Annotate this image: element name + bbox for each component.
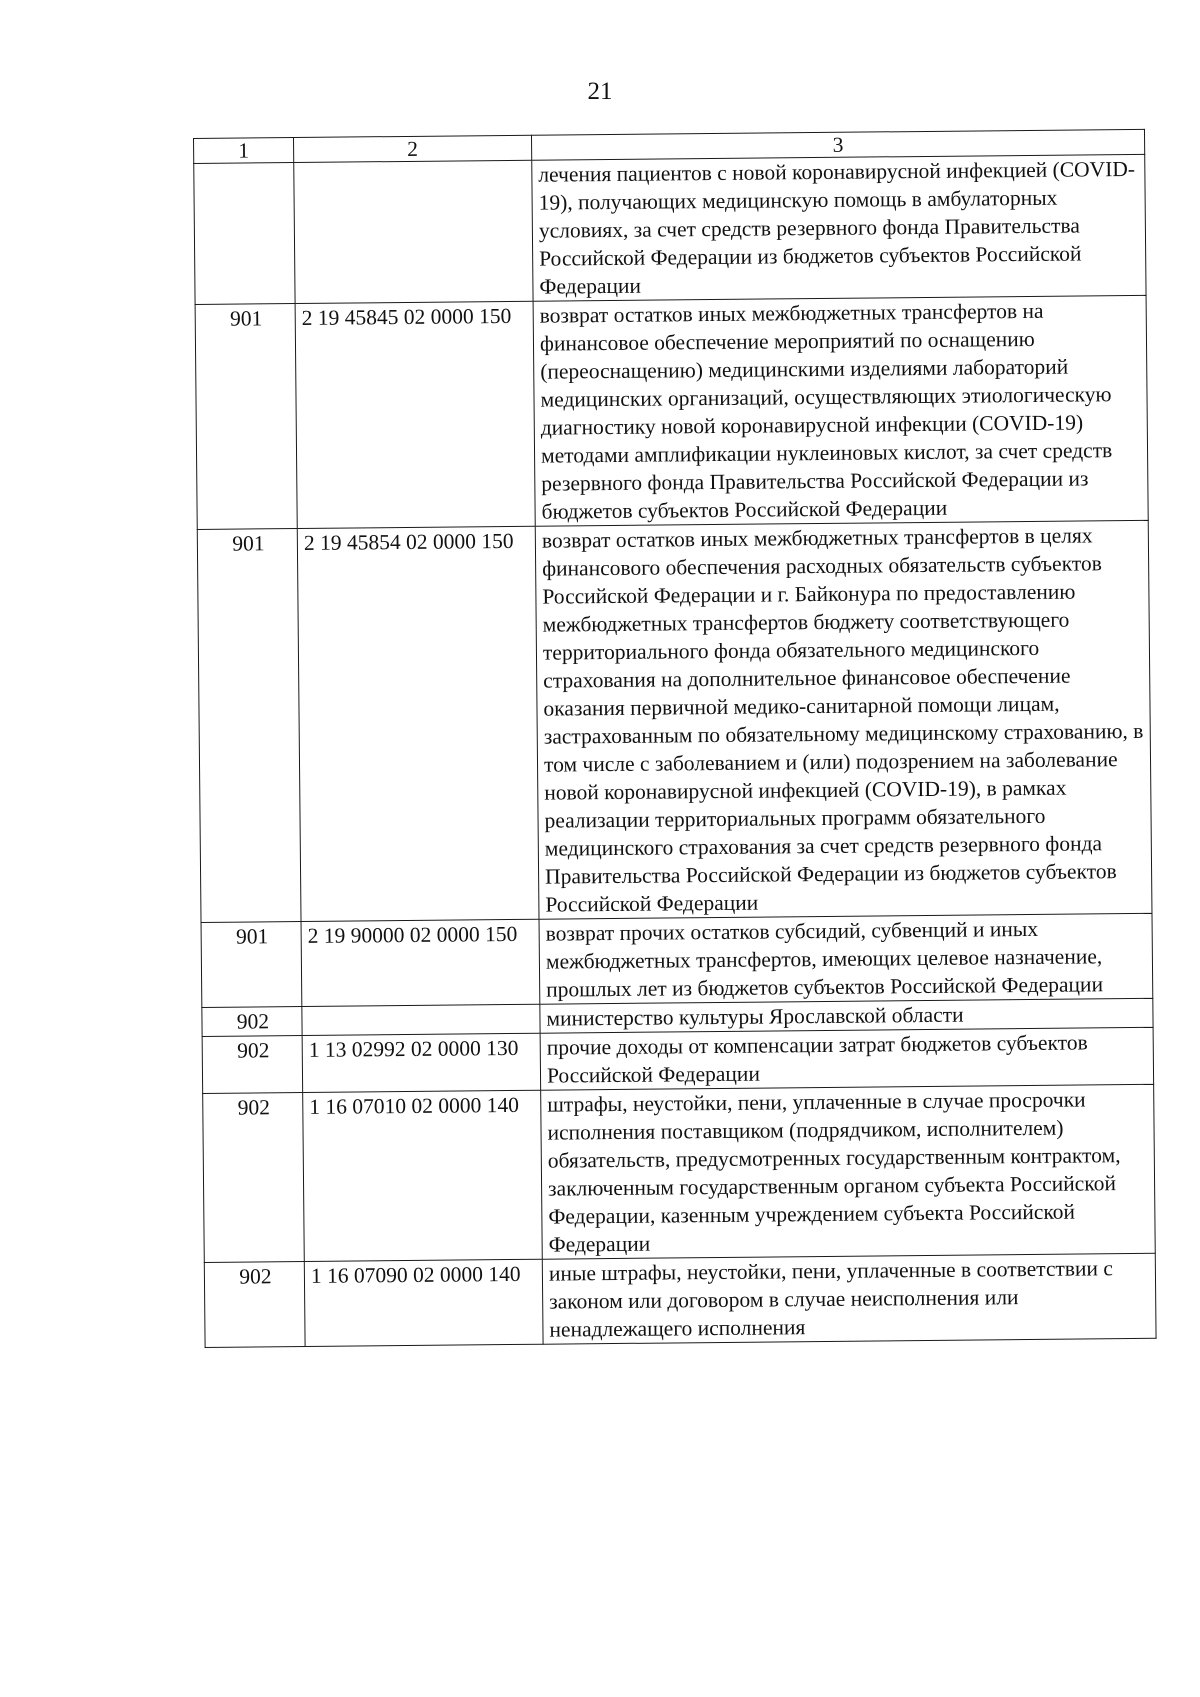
table-row — [204, 1253, 1156, 1347]
description-cell: возврат прочих остатков субсидий, субвенций и иных межбюджетных трансфертов, имеющих целевое назначение, прошлых лет из бюджетов субъектов Российской Федерации — [539, 913, 1153, 1004]
table-row — [203, 1084, 1156, 1262]
budget-code-cell — [294, 160, 533, 303]
admin-code-cell: 902 — [202, 1006, 302, 1036]
revenue-codes-table — [193, 129, 1157, 1348]
admin-code-cell — [194, 163, 295, 305]
page-number — [0, 78, 1200, 106]
table-row — [197, 520, 1152, 922]
description-cell: штрафы, неустойки, пени, уплаченные в случае просрочки исполнения поставщиком (подрядчиком, исполнителем) обязательств, предусмотренных государственным контрактом, заключенным государственным органом субъекта Российской Федерации, казенным учреждением субъекта Российской Федерации — [541, 1084, 1156, 1259]
header-col-2: 2 — [294, 135, 532, 162]
page-number-text: 21 — [587, 78, 613, 105]
admin-code-cell: 901 — [197, 529, 301, 923]
admin-code-cell: 902 — [204, 1261, 305, 1347]
admin-code-cell: 902 — [202, 1035, 303, 1093]
admin-code-cell: 901 — [195, 304, 297, 530]
table-row — [201, 913, 1153, 1007]
budget-code-cell: 2 19 45845 02 0000 150 — [295, 301, 535, 528]
table-row — [195, 295, 1148, 529]
description-cell: иные штрафы, неустойки, пени, уплаченные в соответствии с законом или договором в случае неисполнения или ненадлежащего исполнения — [542, 1253, 1156, 1344]
budget-code-cell: 1 16 07010 02 0000 140 — [303, 1090, 543, 1261]
description-cell: возврат остатков иных межбюджетных трансфертов на финансовое обеспечение мероприятий по оснащению (переоснащению) медицинскими изделиями лабораторий медицинских организаций, осуществляющих этиологическую диагностику новой коронавирусной инфекции (COVID-19) методами амплификации нуклеиновых кислот, за счет средств резервного фонда Правительства Российской Федерации из бюджетов субъектов Российской Федерации — [533, 295, 1148, 526]
admin-code-cell: 902 — [203, 1092, 305, 1262]
budget-code-cell: 2 19 90000 02 0000 150 — [301, 919, 540, 1006]
admin-code-cell: 901 — [201, 921, 302, 1007]
description-cell: прочие доходы от компенсации затрат бюджетов субъектов Российской Федерации — [540, 1027, 1154, 1090]
budget-code-cell: 1 16 07090 02 0000 140 — [304, 1259, 543, 1346]
budget-code-cell — [302, 1004, 540, 1035]
table-row — [202, 1027, 1154, 1093]
header-col-3: 3 — [531, 129, 1144, 160]
description-cell: возврат остатков иных межбюджетных трансфертов в целях финансового обеспечения расходных обязательств субъектов Российской Федерации и г. Байконура по предоставлению межбюджетных трансфертов бюджету соответствующего территориального фонда обязательного медицинского страхования на дополнительное финансовое обеспечение оказания первичной медико-санитарной помощи лицам, застрахованным по обязательному медицинскому страхованию, в том числе с заболеванием и (или) подозрением на заболевание новой коронавирусной инфекцией (COVID-19), в рамках реализации территориальных программ обязательного медицинского страхования за счет средств резервного фонда Правительства Российской Федерации из бюджетов субъектов Российской Федерации — [535, 520, 1152, 919]
table-row — [194, 154, 1146, 304]
budget-code-cell: 2 19 45854 02 0000 150 — [297, 526, 539, 921]
description-cell: министерство культуры Ярославской области — [540, 998, 1153, 1033]
header-col-1: 1 — [194, 138, 294, 164]
description-cell: лечения пациентов с новой коронавирусной инфекцией (COVID-19), получающих медицинскую помощь в амбулаторных условиях, за счет средств резервного фонда Правительства Российской Федерации из бюджетов субъектов Российской Федерации — [532, 154, 1146, 301]
budget-code-cell: 1 13 02992 02 0000 130 — [302, 1033, 541, 1092]
